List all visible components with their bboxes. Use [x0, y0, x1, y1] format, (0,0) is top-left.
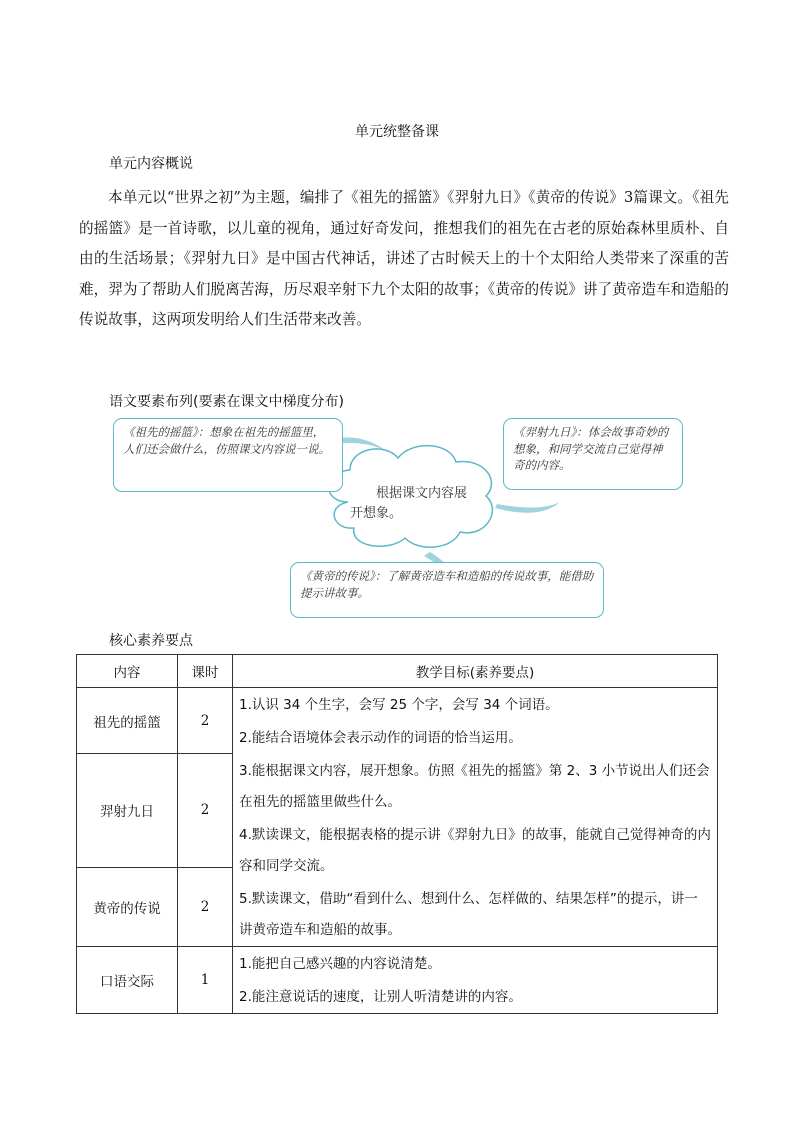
- table-row-oral: [77, 947, 718, 1014]
- lesson-hours: 2: [178, 867, 233, 946]
- lesson-goals: [233, 688, 718, 947]
- lesson-name: 黄帝的传说: [77, 867, 178, 946]
- section-heading-elements: 语文要素布列(要素在课文中梯度分布): [109, 394, 344, 410]
- goal-item: 3.能根据课文内容，展开想象。仿照《祖先的摇篮》第 2、3 小节说出人们还会在祖先的摇篮里做些什么。: [239, 763, 710, 810]
- section-heading-overview: 单元内容概说: [109, 156, 193, 172]
- oral-hours: 1: [178, 947, 233, 1014]
- connector-right: [495, 502, 560, 513]
- lesson-name: 羿射九日: [77, 754, 178, 868]
- goal-item: 4.默读课文，能根据表格的提示讲《羿射九日》的故事，能就自己觉得神奇的内容和同学交流。: [239, 827, 711, 874]
- table-header-row: [77, 655, 718, 688]
- goal-item: 1.认识 34 个生字，会写 25 个字，会写 34 个词语。: [239, 697, 559, 713]
- lesson-hours: 2: [178, 754, 233, 868]
- header-content: 内容: [77, 655, 178, 688]
- oral-name: 口语交际: [77, 947, 178, 1014]
- elements-diagram: [100, 410, 700, 630]
- note-huangdi: 《黄帝的传说》：了解黄帝造车和造船的传说故事，能借助提示讲故事。: [290, 562, 604, 618]
- section-heading-core: 核心素养要点: [109, 633, 193, 649]
- oral-goals: [233, 947, 718, 1014]
- goal-item: 5.默读课文，借助“看到什么、想到什么、怎样做的、结果怎样”的提示，讲一讲黄帝造车和造船的故事。: [239, 891, 698, 938]
- goal-item: 2.能注意说话的速度，让别人听清楚讲的内容。: [239, 989, 522, 1005]
- header-hours: 课时: [178, 655, 233, 688]
- page-title: 单元统整备课: [355, 124, 439, 140]
- header-goals: 教学目标(素养要点): [233, 655, 718, 688]
- lesson-hours: 2: [178, 688, 233, 754]
- cloud-center-text: 根据课文内容展开想象。: [350, 486, 468, 521]
- table-row: [77, 688, 718, 754]
- goal-item: 1.能把自己感兴趣的内容说清楚。: [239, 956, 441, 972]
- note-zuxian: 《祖先的摇篮》：想象在祖先的摇篮里，人们还会做什么，仿照课文内容说一说。: [113, 418, 343, 492]
- lesson-name: 祖先的摇篮: [77, 688, 178, 754]
- note-yishe: 《羿射九日》：体会故事奇妙的想象，和同学交流自己觉得神奇的内容。: [503, 418, 683, 490]
- goal-item: 2.能结合语境体会表示动作的词语的恰当运用。: [239, 730, 522, 746]
- overview-paragraph: 本单元以“世界之初”为主题，编排了《祖先的摇篮》《羿射九日》《黄帝的传说》3篇课文。《祖先的摇篮》是一首诗歌，以儿童的视角，通过好奇发问，推想我们的祖先在古老的原始森林里质朴、自由的生活场景；《羿射九日》是中国古代神话，讲述了古时候天上的十个太阳给人类带来了深重的苦难，羿为了帮助人们脱离苦海，历尽艰辛射下九个太阳的故事；《黄帝的传说》讲了黄帝造车和造船的传说故事，这两项发明给人们生活带来改善。: [79, 189, 729, 328]
- core-table: [76, 654, 718, 1014]
